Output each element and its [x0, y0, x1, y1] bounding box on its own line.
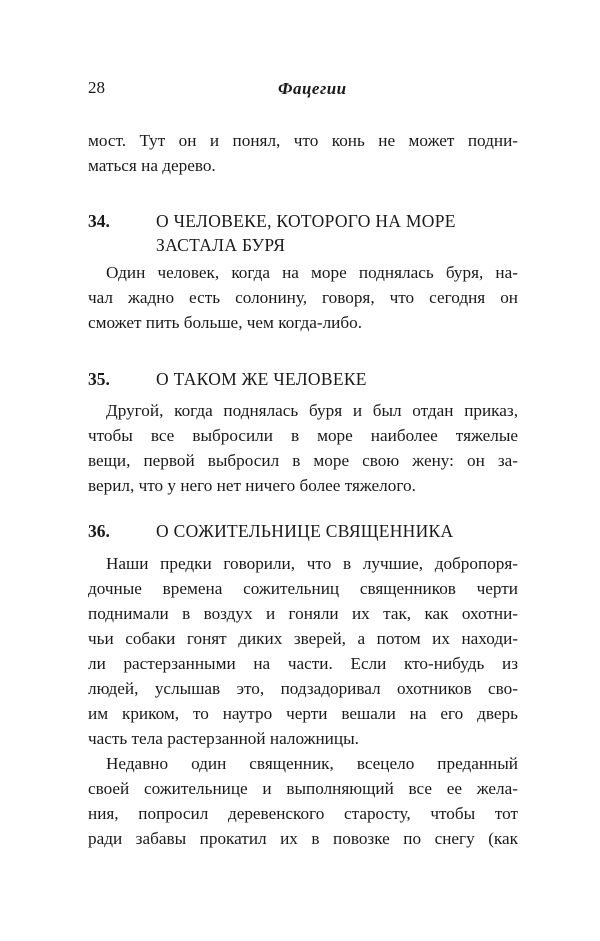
section-36-body — [88, 551, 518, 851]
section-heading-34 — [88, 209, 518, 257]
text-line: верил, что у него нет ничего более тяжелого. — [88, 476, 416, 495]
section-35-body — [88, 398, 518, 498]
running-title: Фацегии — [278, 79, 347, 98]
text-line: чьи собаки гонят диких зверей, а потом их находи- — [88, 629, 518, 648]
text-line: мост. Тут он и понял, что конь не может подни- — [88, 131, 518, 150]
paragraph — [88, 398, 518, 498]
text-line: часть тела растерзанной наложницы. — [88, 729, 359, 748]
page-number: 28 — [88, 78, 105, 97]
text-line: сможет пить больше, чем когда-либо. — [88, 313, 362, 332]
text-line: чал жадно есть солонину, говоря, что сегодня он — [88, 288, 518, 307]
text-line: Один человек, когда на море поднялась буря, на- — [106, 263, 518, 282]
text-line: ради забавы прокатил их в повозке по снегу (как — [88, 829, 518, 848]
text-line: им криком, то наутро черти вешали на его дверь — [88, 704, 518, 723]
text-line: маться на дерево. — [88, 156, 216, 175]
paragraph — [88, 751, 518, 851]
section-number: 34. — [88, 211, 110, 231]
section-title-line: ЗАСТАЛА БУРЯ — [156, 235, 286, 255]
text-line: Наши предки говорили, что в лучшие, добропоря- — [106, 554, 518, 573]
text-line: ли растерзанными на части. Если кто-нибудь из — [88, 654, 518, 673]
paragraph — [88, 551, 518, 751]
section-number: 36. — [88, 521, 110, 541]
text-line: поднимали в воздух и гоняли их так, как охотни- — [88, 604, 518, 623]
text-line: Другой, когда поднялась буря и был отдан приказ, — [106, 401, 518, 420]
text-line: ния, попросил деревенского старосту, чтобы тот — [88, 804, 518, 823]
intro-paragraph — [88, 128, 518, 178]
text-line: вещи, первой выбросил в море свою жену: он за- — [88, 451, 518, 470]
running-head — [88, 78, 518, 102]
text-line: своей сожительнице и выполняющий все ее жела- — [88, 779, 518, 798]
section-heading-36 — [88, 519, 518, 543]
section-number: 35. — [88, 369, 110, 389]
section-title — [156, 519, 518, 543]
text-line: дочные времена сожительниц священников черти — [88, 579, 518, 598]
section-34-body — [88, 260, 518, 335]
text-line: Недавно один священник, всецело преданный — [106, 754, 518, 773]
section-title — [156, 367, 518, 391]
text-line: чтобы все выбросили в море наиболее тяжелые — [88, 426, 518, 445]
paragraph — [88, 260, 518, 335]
section-title-line: О СОЖИТЕЛЬНИЦЕ СВЯЩЕННИКА — [156, 521, 454, 541]
section-title-line: О ЧЕЛОВЕКЕ, КОТОРОГО НА МОРЕ — [156, 211, 456, 231]
text-line: людей, услышав это, подзадоривал охотников сво- — [88, 679, 518, 698]
section-heading-35 — [88, 367, 518, 391]
section-title — [156, 209, 518, 257]
section-title-line: О ТАКОМ ЖЕ ЧЕЛОВЕКЕ — [156, 369, 367, 389]
